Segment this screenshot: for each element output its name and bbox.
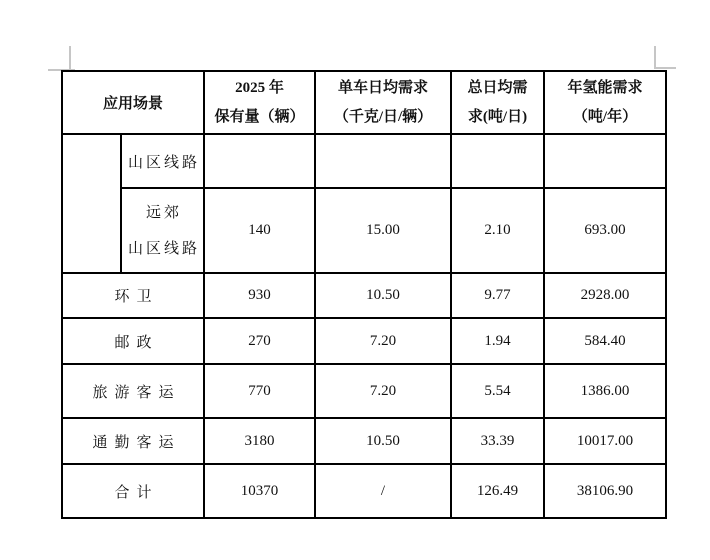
cell-holdings xyxy=(204,188,315,273)
cell-daily-total xyxy=(451,273,544,318)
value: 5.54 xyxy=(484,382,511,399)
cell-scenario xyxy=(62,273,204,318)
value: 693.00 xyxy=(584,222,626,238)
cell-daily-total xyxy=(451,364,544,418)
header-holdings-line1: 2025 年 xyxy=(235,79,284,96)
cell-annual xyxy=(544,418,666,464)
header-annual-demand xyxy=(544,71,666,134)
header-daily-total-line1: 总日均需 xyxy=(467,79,528,96)
cell-daily-total xyxy=(451,188,544,273)
value: 2.10 xyxy=(484,222,511,238)
margin-crop-mark-top-left-vertical xyxy=(69,46,71,69)
cell-scenario xyxy=(62,364,204,418)
value: 7.20 xyxy=(369,382,397,399)
value: 15.00 xyxy=(366,222,400,238)
scenario-label: 山区线路 xyxy=(128,154,201,171)
header-holdings-line2: 保有量（辆） xyxy=(214,108,305,125)
header-holdings xyxy=(204,71,315,134)
cell-holdings xyxy=(204,134,315,188)
value: 126.49 xyxy=(476,482,519,499)
margin-crop-mark-top-right-horizontal xyxy=(654,67,676,69)
value: 7.20 xyxy=(369,332,397,349)
cell-holdings xyxy=(204,318,315,364)
cell-scenario xyxy=(121,134,204,188)
cell-daily-total xyxy=(451,134,544,188)
header-per-vehicle-demand xyxy=(315,71,451,134)
header-daily-total-demand xyxy=(451,71,544,134)
header-scenario xyxy=(62,71,204,134)
cell-annual xyxy=(544,464,666,518)
margin-crop-mark-top-right-vertical xyxy=(654,46,656,69)
cell-holdings xyxy=(204,464,315,518)
cell-holdings xyxy=(204,418,315,464)
scenario-label: 旅游客运 xyxy=(92,384,181,401)
scenario-label-line2: 山区线路 xyxy=(128,240,201,257)
scenario-label: 环卫 xyxy=(114,289,159,305)
cell-annual xyxy=(544,134,666,188)
cell-annual xyxy=(544,273,666,318)
scenario-label: 通勤客运 xyxy=(92,434,181,451)
cell-per-vehicle xyxy=(315,273,451,318)
cell-scenario-total xyxy=(62,464,204,518)
value: 10017.00 xyxy=(576,432,634,449)
value: 10.50 xyxy=(366,432,400,449)
value: 140 xyxy=(248,222,271,238)
cell-per-vehicle xyxy=(315,188,451,273)
scenario-label: 邮政 xyxy=(114,334,159,351)
header-daily-total-line2: 求(吨/日) xyxy=(467,108,528,125)
value: 584.40 xyxy=(584,332,626,349)
cell-daily-total xyxy=(451,418,544,464)
scenario-label-line1: 远郊 xyxy=(146,204,183,221)
hydrogen-demand-table xyxy=(61,70,667,519)
cell-per-vehicle xyxy=(315,418,451,464)
header-scenario-label: 应用场景 xyxy=(103,96,164,112)
table-row xyxy=(62,364,666,418)
cell-scenario xyxy=(121,188,204,273)
value: 10.50 xyxy=(366,287,400,303)
table-row xyxy=(62,134,666,188)
cell-scenario xyxy=(62,318,204,364)
table-row xyxy=(62,318,666,364)
scenario-group-empty-cell xyxy=(62,134,121,273)
table-row xyxy=(62,464,666,518)
table-row xyxy=(62,273,666,318)
cell-per-vehicle xyxy=(315,364,451,418)
header-annual-line1: 年氢能需求 xyxy=(567,79,643,96)
total-label: 合计 xyxy=(114,484,159,501)
cell-daily-total xyxy=(451,464,544,518)
cell-per-vehicle xyxy=(315,318,451,364)
value: 33.39 xyxy=(480,432,515,449)
value: 38106.90 xyxy=(576,482,634,499)
value: 2928.00 xyxy=(580,287,630,303)
value: 770 xyxy=(248,382,271,399)
value: 1386.00 xyxy=(580,382,630,399)
value: 10370 xyxy=(240,482,279,499)
table-row xyxy=(62,188,666,273)
cell-holdings xyxy=(204,364,315,418)
table-row xyxy=(62,418,666,464)
value: 1.94 xyxy=(484,332,511,349)
cell-holdings xyxy=(204,273,315,318)
header-per-vehicle-line2: （千克/日/辆） xyxy=(333,108,433,125)
cell-per-vehicle xyxy=(315,464,451,518)
cell-annual xyxy=(544,318,666,364)
value: 3180 xyxy=(244,432,275,449)
cell-per-vehicle xyxy=(315,134,451,188)
value: 270 xyxy=(248,332,271,349)
value: 9.77 xyxy=(484,287,511,303)
cell-annual xyxy=(544,364,666,418)
value: / xyxy=(380,482,386,499)
value: 930 xyxy=(248,287,271,303)
cell-daily-total xyxy=(451,318,544,364)
header-annual-line2: （吨/年） xyxy=(572,108,638,125)
cell-scenario xyxy=(62,418,204,464)
header-per-vehicle-line1: 单车日均需求 xyxy=(338,79,429,96)
cell-annual xyxy=(544,188,666,273)
